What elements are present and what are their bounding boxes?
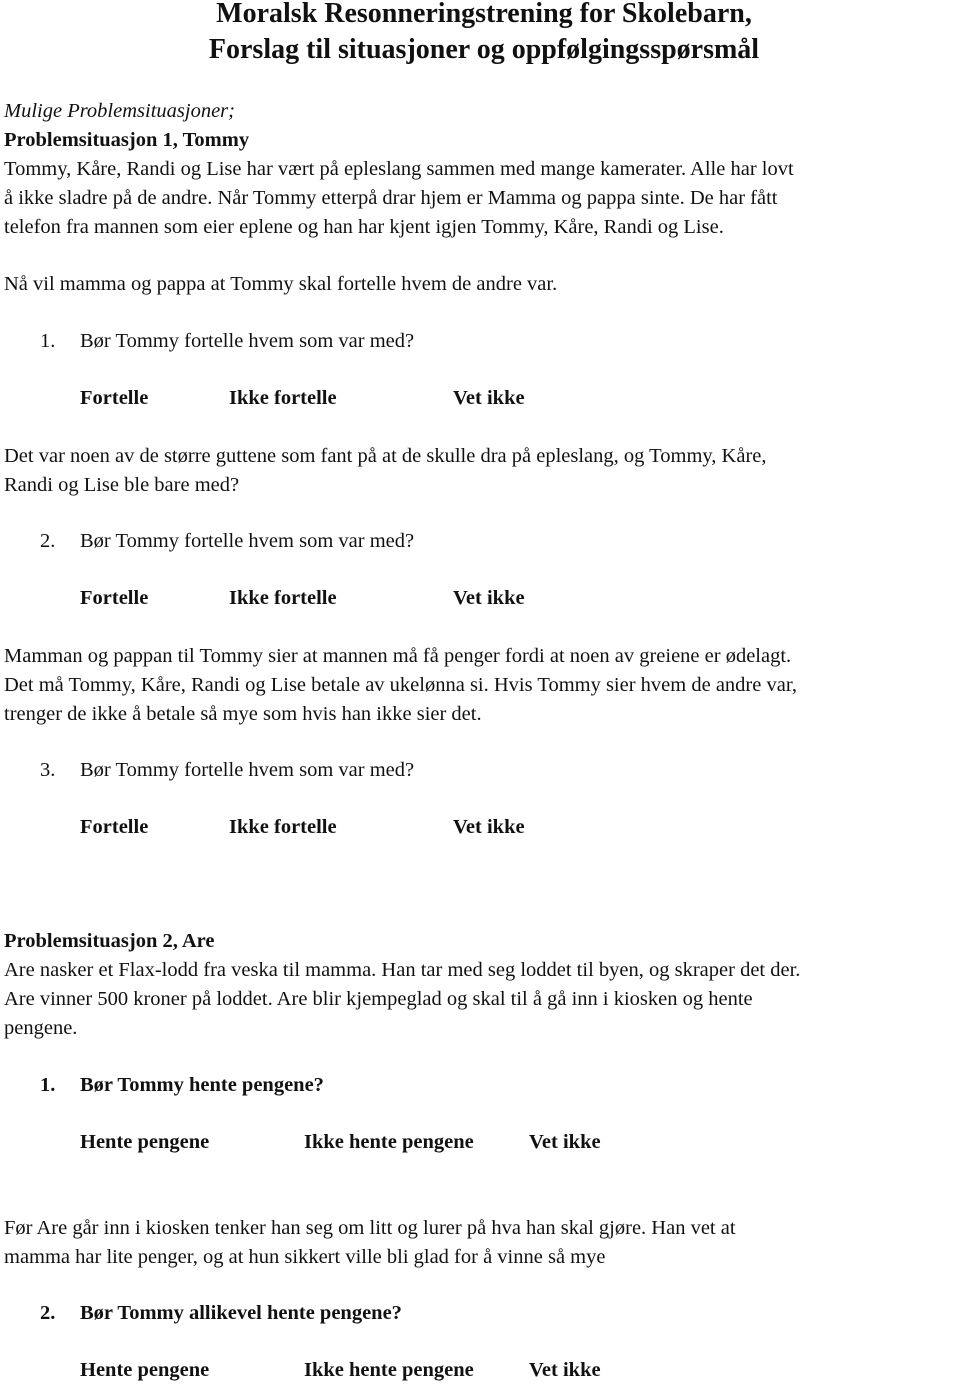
- option-vet-ikke: Vet ikke: [453, 587, 525, 609]
- document-title-line-1: Moralsk Resonneringstrening for Skolebarn,: [216, 0, 752, 29]
- situation-1-text-line: telefon fra mannen som eier eplene og han har kjent igjen Tommy, Kåre, Randi og Lise.: [4, 216, 724, 238]
- situation-1-text-line: Mamman og pappan til Tommy sier at mannen må få penger fordi at noen av greiene er ødelagt.: [4, 645, 792, 667]
- option-ikke-fortelle: Ikke fortelle: [229, 387, 337, 409]
- situation-1-text-line: å ikke sladre på de andre. Når Tommy etterpå drar hjem er Mamma og pappa sinte. De har fått: [4, 187, 778, 209]
- option-ikke-hente-pengene: Ikke hente pengene: [304, 1131, 474, 1153]
- question-number: 3.: [40, 759, 56, 781]
- option-fortelle: Fortelle: [80, 387, 149, 409]
- situation-2-heading: Problemsituasjon 2, Are: [4, 930, 215, 952]
- situation-2-text-line: Før Are går inn i kiosken tenker han seg om litt og lurer på hva han skal gjøre. Han vet at: [4, 1217, 736, 1239]
- option-ikke-hente-pengene: Ikke hente pengene: [304, 1359, 474, 1381]
- question-text: Bør Tommy fortelle hvem som var med?: [80, 330, 415, 352]
- option-vet-ikke: Vet ikke: [529, 1359, 601, 1381]
- situation-1-text-line: trenger de ikke å betale så mye som hvis han ikke sier det.: [4, 703, 482, 725]
- option-vet-ikke: Vet ikke: [453, 387, 525, 409]
- question-number: 2.: [40, 530, 56, 552]
- question-text: Bør Tommy allikevel hente pengene?: [80, 1302, 402, 1324]
- question-text: Bør Tommy fortelle hvem som var med?: [80, 530, 415, 552]
- situation-1-text-line: Det var noen av de større guttene som fant på at de skulle dra på epleslang, og Tommy, Kåre,: [4, 445, 767, 467]
- situation-2-text-line: mamma har lite penger, og at hun sikkert ville bli glad for å vinne så mye: [4, 1246, 606, 1268]
- situation-1-heading: Problemsituasjon 1, Tommy: [4, 129, 250, 151]
- situation-1-text-line: Randi og Lise ble bare med?: [4, 474, 240, 496]
- option-fortelle: Fortelle: [80, 816, 149, 838]
- option-ikke-fortelle: Ikke fortelle: [229, 816, 337, 838]
- intro-label: Mulige Problemsituasjoner;: [4, 100, 235, 122]
- question-number: 2.: [40, 1302, 56, 1324]
- situation-2-text-line: pengene.: [4, 1017, 78, 1039]
- question-text: Bør Tommy fortelle hvem som var med?: [80, 759, 415, 781]
- option-ikke-fortelle: Ikke fortelle: [229, 587, 337, 609]
- situation-1-text-2: Nå vil mamma og pappa at Tommy skal fortelle hvem de andre var.: [4, 273, 558, 295]
- option-hente-pengene: Hente pengene: [80, 1131, 210, 1153]
- question-text: Bør Tommy hente pengene?: [80, 1074, 324, 1096]
- option-fortelle: Fortelle: [80, 587, 149, 609]
- document-title-line-2: Forslag til situasjoner og oppfølgingsspørsmål: [208, 34, 760, 65]
- situation-2-text-line: Are vinner 500 kroner på loddet. Are blir kjempeglad og skal til å gå inn i kiosken og hente: [4, 988, 753, 1010]
- option-vet-ikke: Vet ikke: [529, 1131, 601, 1153]
- question-number: 1.: [40, 330, 56, 352]
- situation-2-text-line: Are nasker et Flax-lodd fra veska til mamma. Han tar med seg loddet til byen, og skraper det der.: [4, 959, 801, 981]
- option-hente-pengene: Hente pengene: [80, 1359, 210, 1381]
- situation-1-text-line: Tommy, Kåre, Randi og Lise har vært på epleslang sammen med mange kamerater. Alle har lovt: [4, 158, 794, 180]
- situation-1-text-line: Det må Tommy, Kåre, Randi og Lise betale av ukelønna si. Hvis Tommy sier hvem de andre var,: [4, 674, 797, 696]
- question-number: 1.: [40, 1074, 56, 1096]
- option-vet-ikke: Vet ikke: [453, 816, 525, 838]
